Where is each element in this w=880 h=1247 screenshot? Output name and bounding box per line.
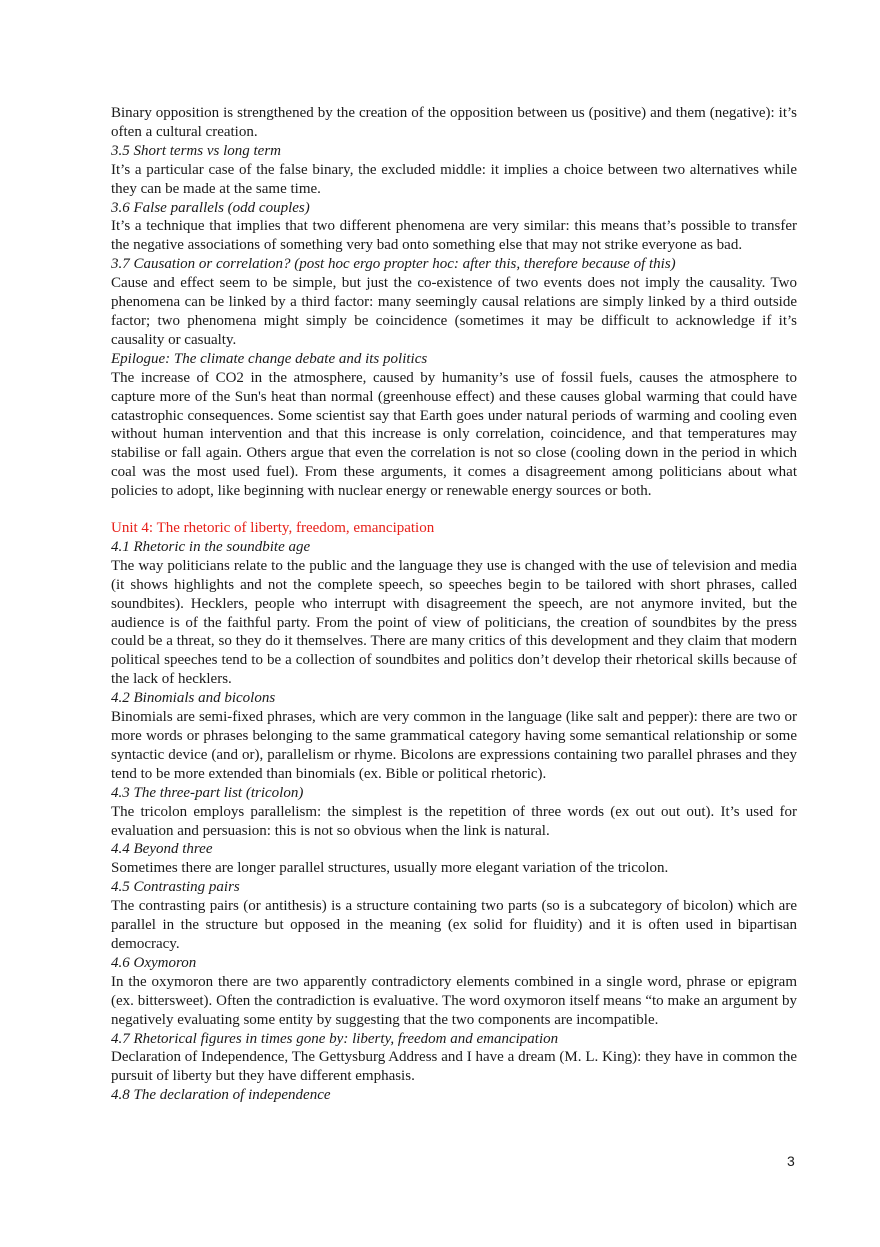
unit-heading-4: Unit 4: The rhetoric of liberty, freedom, emancipation	[111, 520, 435, 537]
section-heading-3-5: 3.5 Short terms vs long term	[111, 142, 281, 159]
paragraph-contrasting-pairs: The contrasting pairs (or antithesis) is a structure containing two parts (so is a subcategory of bicolon) which are parallel in the structure but opposed in the meaning (ex solid for fluidity) and it is often used in bipartisan democracy.	[111, 898, 797, 952]
section-heading-3-6: 3.6 False parallels (odd couples)	[111, 199, 310, 216]
document-body	[111, 104, 797, 1105]
paragraph-binary-opposition: Binary opposition is strengthened by the creation of the opposition between us (positive) and them (negative): it’s often a cultural creation.	[111, 105, 797, 140]
section-heading-4-8: 4.8 The declaration of independence	[111, 1087, 331, 1104]
section-heading-4-5: 4.5 Contrasting pairs	[111, 879, 240, 896]
paragraph-false-parallels: It’s a technique that implies that two different phenomena are very similar: this means that’s possible to transfer the negative associations of something very bad onto something else that may not strike everyone as bad.	[111, 218, 797, 254]
paragraph-causation: Cause and effect seem to be simple, but just the co-existence of two events does not imply the causality. Two phenomena can be linked by a third factor: many seemingly causal relations are simply linked by a third outside factor; two phenomena might simply be coincidence (sometimes it may be difficult to acknowledge if it’s causality or casualty.	[111, 275, 797, 348]
paragraph-short-long-term: It’s a particular case of the false binary, the excluded middle: it implies a choice between two alternatives while they can be made at the same time.	[111, 161, 797, 197]
paragraph-oxymoron: In the oxymoron there are two apparently contradictory elements combined in a single word, phrase or epigram (ex. bittersweet). Often the contradiction is evaluative. The word oxymoron itself means “to make an argument by negatively evaluating some entity by suggesting that the two components are incompatible.	[111, 973, 797, 1028]
paragraph-rhetorical-figures: Declaration of Independence, The Gettysburg Address and I have a dream (M. L. King): they have in common the pursuit of liberty but they have different emphasis.	[111, 1049, 797, 1085]
section-heading-epilogue: Epilogue: The climate change debate and its politics	[111, 350, 428, 367]
section-heading-4-4: 4.4 Beyond three	[111, 841, 213, 858]
paragraph-soundbite-age: The way politicians relate to the public and the language they use is changed with the use of television and media (it shows highlights and not the complete speech, so speeches begin to be tailored with short phrases, called soundbites). Hecklers, people who interrupt with disagreement the speech, are not anymore invited, but the audience is of the faithful party. From the point of view of politicians, the creation of soundbites by the press could be a threat, so they do it themselves. There are many critics of this development and they claim that modern political speeches tend to be a collection of soundbites and politics don’t develop their rhetorical skills because of the lack of hecklers.	[111, 557, 797, 688]
paragraph-beyond-three: Sometimes there are longer parallel structures, usually more elegant variation of the tricolon.	[111, 860, 669, 877]
section-heading-3-7: 3.7 Causation or correlation? (post hoc ergo propter hoc: after this, therefore because of this)	[111, 256, 676, 273]
section-heading-4-6: 4.6 Oxymoron	[111, 954, 197, 971]
paragraph-climate-change: The increase of CO2 in the atmosphere, caused by humanity’s use of fossil fuels, causes the atmosphere to capture more of the Sun's heat than normal (greenhouse effect) and these causes global warming that could have catastrophic consequences. Some scientist say that Earth goes under natural periods of warming and cooling even without human intervention and that this increase is only correlation, coincidence, and that temperatures may stabilise or fall again. Others argue that even the correlation is not so close (cooling down in the period in which coal was the most used fuel). From these arguments, it comes a disagreement among politicians about what policies to adopt, like beginning with nuclear energy or renewable energy sources or both.	[111, 369, 797, 500]
section-heading-4-1: 4.1 Rhetoric in the soundbite age	[111, 538, 311, 555]
paragraph-tricolon: The tricolon employs parallelism: the simplest is the repetition of three words (ex out out out). It’s used for evaluation and persuasion: this is not so obvious when the link is natural.	[111, 803, 797, 839]
section-heading-4-2: 4.2 Binomials and bicolons	[111, 690, 276, 707]
section-heading-4-7: 4.7 Rhetorical figures in times gone by: liberty, freedom and emancipation	[111, 1030, 559, 1047]
paragraph-binomials: Binomials are semi-fixed phrases, which are very common in the language (like salt and pepper): there are two or more words or phrases belonging to the same grammatical category having some semantical relationship or some syntactic device (and or), parallelism or rhyme. Bicolons are expressions containing two parallel phrases and they tend to be more extended than binomials (ex. Bible or political rhetoric).	[111, 709, 797, 782]
section-heading-4-3: 4.3 The three-part list (tricolon)	[111, 784, 304, 801]
page-number: 3	[787, 1153, 795, 1169]
